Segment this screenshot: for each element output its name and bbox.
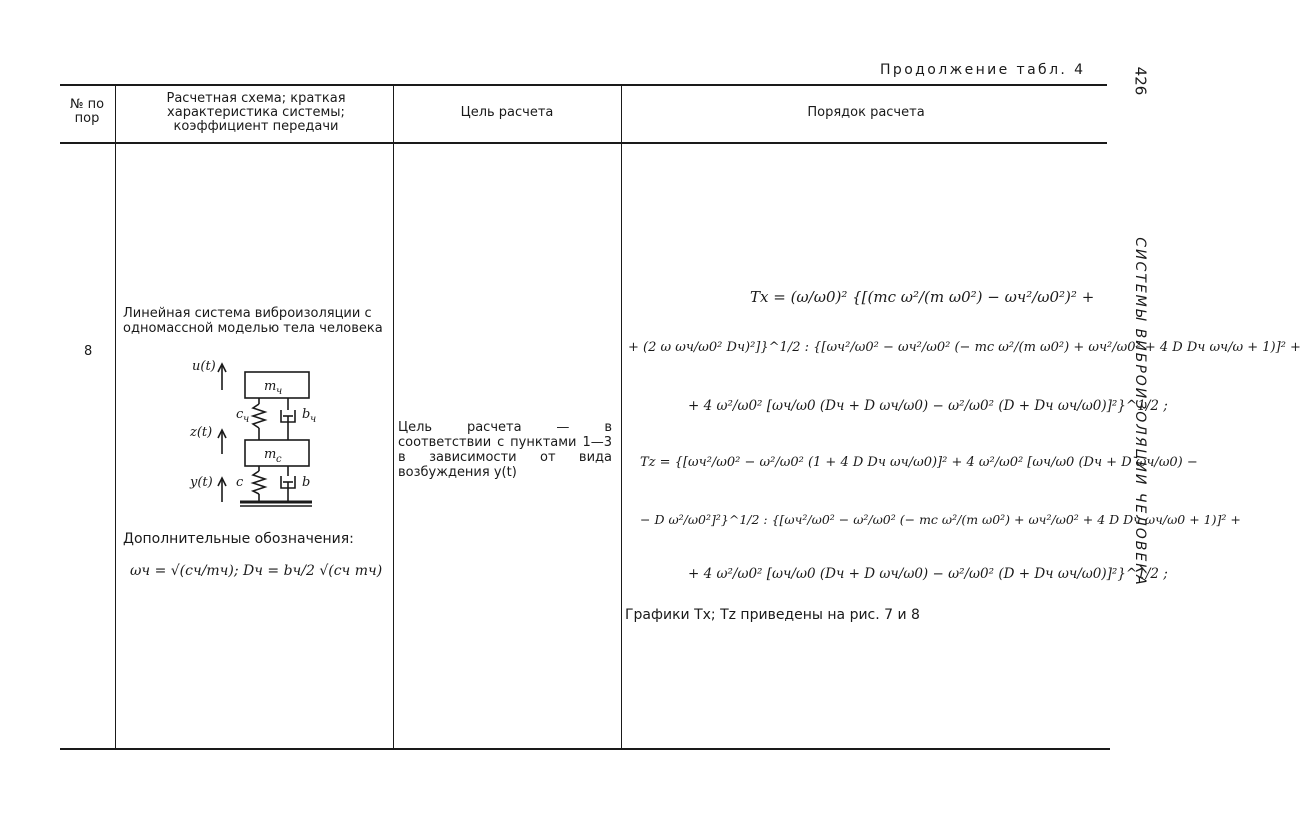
label-m-bot: m [264, 447, 277, 462]
scheme-title: Линейная система виброизоляции с одномассной моделью тела человека [123, 306, 383, 336]
label-y: y(t) [190, 475, 213, 490]
side-running-title: СИСТЕМЫ ВИБРОИЗОЛЯЦИИ ЧЕЛОВЕКА [1132, 237, 1148, 587]
header-bottom-rule [60, 142, 1107, 144]
continuation-caption: Продолжение табл. 4 [880, 62, 1086, 78]
upper-spring [253, 404, 265, 428]
label-c-bot: c [236, 475, 244, 490]
formula-line-6: + 4 ω²/ω0² [ωч/ω0 (Dч + D ωч/ω0) − ω²/ω0² (D + Dч ωч/ω0)]²}^1/2 ; [688, 566, 1168, 582]
column-header-scheme: Расчетная схема; краткая характеристика системы; коэффициент передачи [166, 91, 346, 134]
column-header-number: № по пор [69, 97, 105, 126]
table-bottom-rule [60, 748, 1110, 750]
extra-notation-formula: ωч = √(cч/mч); Dч = bч/2 √(cч mч) [130, 563, 383, 579]
column-rule-1 [115, 84, 116, 750]
label-m-top: m [264, 379, 277, 394]
label-c-top: c [236, 407, 244, 422]
vibration-isolation-diagram [180, 352, 350, 522]
calculation-goal: Цель расчета — в соответствии с пунктами 1—3 в зависимости от вида возбуждения y(t) [398, 420, 612, 480]
label-b-top: b [302, 407, 311, 422]
lower-spring [253, 471, 265, 494]
formula-line-2: + (2 ω ωч/ω0² Dч)²]}^1/2 : {[ωч²/ω0² − ωч²/ω0² (− mc ω²/(m ω0²) + ωч²/ω0² + 4 D Dч ωч/ω + 1)]² + [628, 340, 1301, 355]
label-m-top-sub: ч [276, 386, 283, 397]
column-rule-3 [621, 84, 622, 750]
formula-line-1: Tx = (ω/ω0)² {[(mc ω²/(m ω0²) − ωч²/ω0²)² + [750, 288, 1095, 306]
page-number: 426 [1131, 66, 1150, 96]
formula-line-5: − D ω²/ω0²]²}^1/2 : {[ωч²/ω0² − ω²/ω0² (− mc ω²/(m ω0²) + ωч²/ω0² + 4 D Dч ωч/ω0 + 1)]² + [640, 512, 1241, 527]
label-c-top-sub: ч [243, 414, 250, 425]
row-number: 8 [84, 344, 93, 359]
column-header-procedure: Порядок расчета [807, 105, 925, 120]
label-b-bot: b [302, 475, 311, 490]
table-top-rule [60, 84, 1107, 86]
formula-line-3: + 4 ω²/ω0² [ωч/ω0 (Dч + D ωч/ω0) − ω²/ω0² (D + Dч ωч/ω0)]²}^1/2 ; [688, 398, 1168, 414]
label-u: u(t) [192, 359, 216, 374]
label-m-bot-sub: c [276, 454, 282, 465]
label-z: z(t) [190, 425, 213, 440]
column-header-goal: Цель расчета [460, 105, 554, 120]
column-rule-2 [393, 84, 394, 750]
graphs-note: Графики Tx; Tz приведены на рис. 7 и 8 [625, 607, 920, 623]
formula-line-4: Tz = {[ωч²/ω0² − ω²/ω0² (1 + 4 D Dч ωч/ω0)]² + 4 ω²/ω0² [ωч/ω0 (Dч + D ωч/ω0) − [640, 455, 1198, 470]
label-b-top-sub: ч [310, 414, 317, 425]
extra-notation-title: Дополнительные обозначения: [123, 531, 354, 547]
